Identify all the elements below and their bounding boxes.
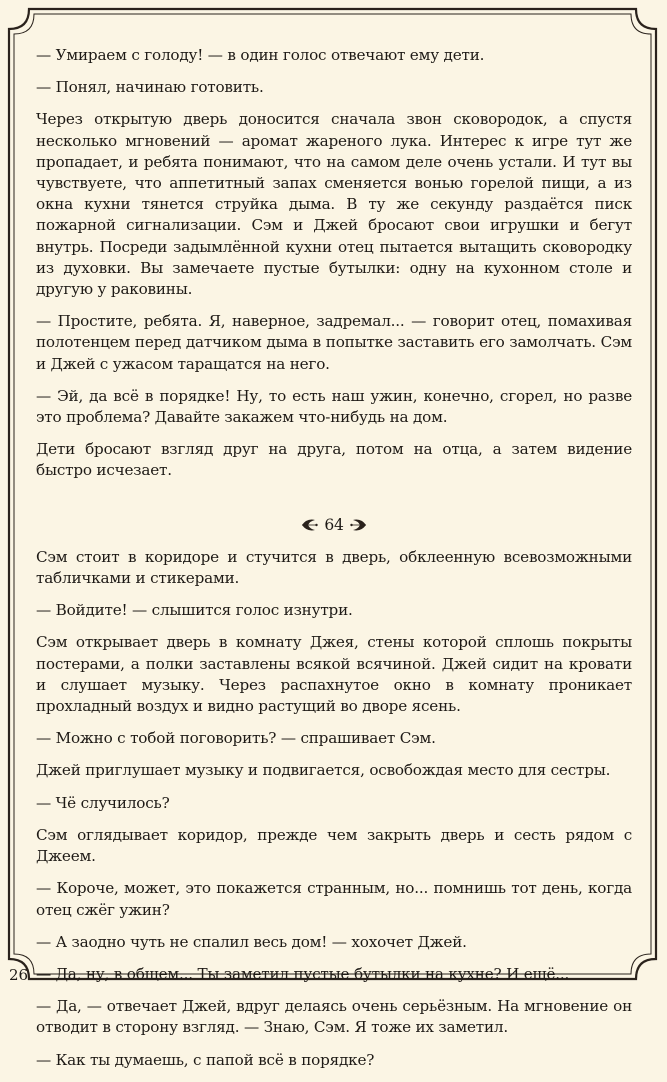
main-text xyxy=(36,45,632,1082)
paragraph: Сэм оглядывает коридор, прежде чем закрыть дверь и сесть рядом с Джеем. xyxy=(36,825,632,866)
section-number: 64 xyxy=(324,515,344,534)
section-marker xyxy=(36,515,632,536)
leaf-right-icon xyxy=(350,517,368,533)
leaf-left-icon xyxy=(300,517,318,533)
paragraph: — Короче, может, это покажется странным, но... помнишь тот день, когда отец сжёг ужин? xyxy=(36,879,632,919)
paragraph: — Умираем с голоду! — в один голос отвечают ему дети. xyxy=(36,46,485,64)
paragraph: Дети бросают взгляд друг на друга, потом на отца, а затем видение быстро исчезает. xyxy=(36,440,632,480)
paragraph: — Да, ну, в общем... Ты заметил пустые бутылки на кухне? И ещё... xyxy=(36,964,570,983)
paragraph: Джей приглушает музыку и подвигается, освобождая место для сестры. xyxy=(36,761,611,780)
paragraph: Сэм открывает дверь в комнату Джея, стены которой сплошь покрыты постерами, а полки заставлены всякой всячиной. Джей сидит на кровати и слушает музыку. Через распахнутое окно в комнату проникает прохладный воздух и видно растущий во дворе ясень. xyxy=(36,633,632,716)
paragraph: — Понял, начинаю готовить. xyxy=(36,78,264,97)
paragraph: — Как ты думаешь, с папой всё в порядке? xyxy=(36,1050,375,1069)
paragraph: — Можно с тобой поговорить? — спрашивает Сэм. xyxy=(36,729,436,748)
paragraph: Через открытую дверь доносится сначала звон сковородок, а спустя несколько мгновений — аромат жареного лука. Интерес к игре тут же пропадает, и ребята понимают, что на самом деле очень устали. И тут вы чувствуете, что аппетитный запах сменяется вонью горелой пищи, а из окна кухни тянется струйка дыма. В ту же секунду раздаётся писк пожарной сигнализации. Сэм и Джей бросают свои игрушки и бегут внутрь. Посреди задымлённой кухни отец пытается вытащить сковородку из духовки. Вы замечаете пустые бутылки: одну на кухонном столе и другую у раковины. xyxy=(36,110,632,299)
paragraph: — Да, — отвечает Джей, вдруг делаясь очень серьёзным. На мгновение он отводит в сторону взгляд. — Знаю, Сэм. Я тоже их заметил. xyxy=(36,997,632,1037)
page-number: 26 xyxy=(9,966,29,984)
paragraph: — Чё случилось? xyxy=(36,793,170,812)
paragraph: — Эй, да всё в порядке! Ну, то есть наш ужин, конечно, сгорел, но разве это проблема? Давайте закажем что-нибудь на дом. xyxy=(36,386,632,427)
paragraph: — А заодно чуть не спалил весь дом! — хохочет Джей. xyxy=(36,932,467,951)
paragraph: — Войдите! — слышится голос изнутри. xyxy=(36,601,353,620)
paragraph: — Простите, ребята. Я, наверное, задремал... — говорит отец, помахивая полотенцем перед датчиком дыма в попытке заставить его замолчать. Сэм и Джей с ужасом таращатся на него. xyxy=(36,312,632,373)
paragraph: Сэм стоит в коридоре и стучится в дверь, обклеенную всевозможными табличками и стикерами. xyxy=(36,547,632,588)
